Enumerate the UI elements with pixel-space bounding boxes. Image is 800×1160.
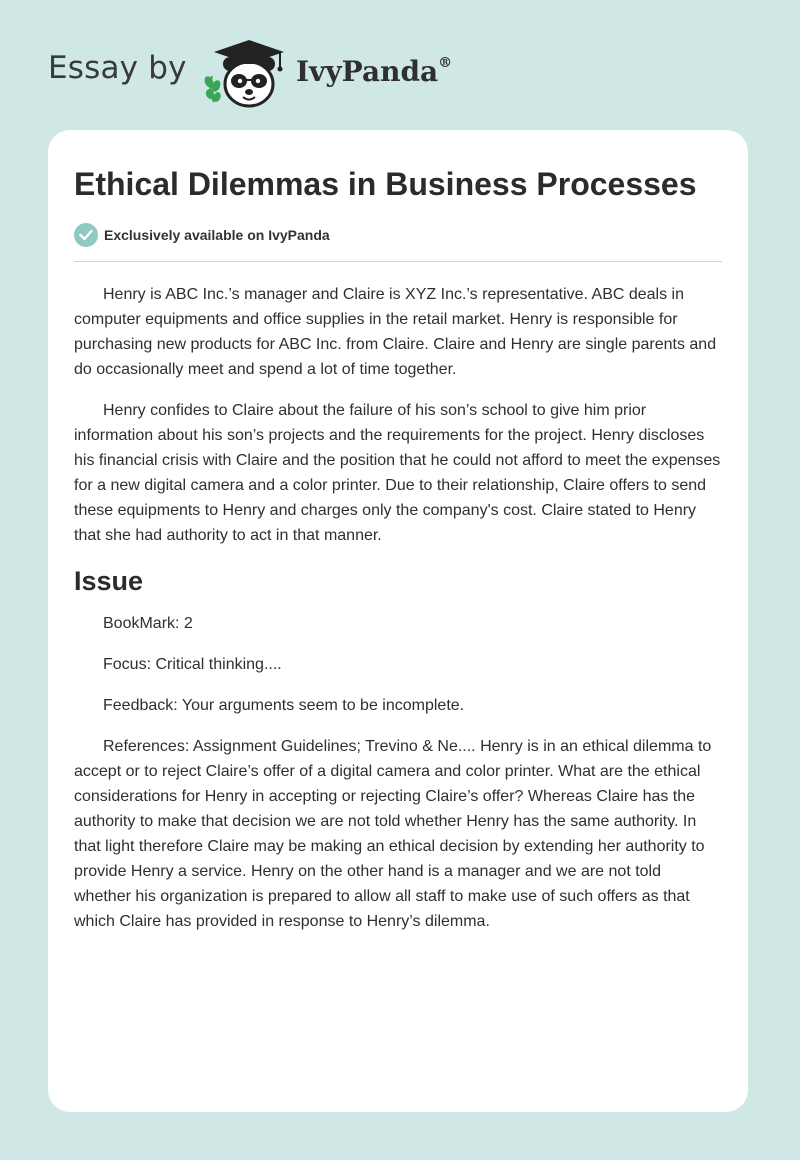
section-heading: Issue xyxy=(74,566,144,596)
exclusive-badge xyxy=(74,222,330,248)
paragraph: Henry is ABC Inc.’s manager and Claire is XYZ Inc.’s representative. ABC deals in computer equipments and office supplies in the retail market. Henry is responsible for purchasing new products for ABC Inc. from Claire. Claire and Henry are single parents and do occasionally meet and spend a lot of time together. xyxy=(74,286,717,378)
paragraph: Henry confides to Claire about the failure of his son’s school to give him prior information about his son’s projects and the requirements for the project. Henry discloses his financial crisis with Claire and the position that he could not afford to meet the expenses for a new digital camera and a color printer. Due to their relationship, Claire offers to send these equipments to Henry and charges only the company's cost. Claire stated to Henry that she had authority to act in that manner. xyxy=(74,402,721,544)
site-header xyxy=(0,0,800,130)
divider xyxy=(74,261,722,262)
panda-graduate-icon[interactable] xyxy=(200,34,296,110)
paragraph: Feedback: Your arguments seem to be incomplete. xyxy=(103,697,465,714)
essay-by-label: Essay by xyxy=(48,50,187,86)
brand-name[interactable]: IvyPanda® xyxy=(296,54,453,88)
paragraph: Focus: Critical thinking.... xyxy=(103,656,282,673)
check-icon xyxy=(74,223,98,247)
paragraph: References: Assignment Guidelines; Trevino & Ne.... Henry is in an ethical dilemma to accept or to reject Claire’s offer of a digital camera and color printer. What are the ethical considerations for Henry in accepting or rejecting Claire’s offer? Whereas Claire has the authority to make that decision we are not told whether Henry has the same authority. In that light therefore Claire may be making an ethical decision by extending her authority to provide Henry a service. Henry on the other hand is a manager and we are not told whether his organization is prepared to allow all staff to make use of such offers as that which Claire has provided in response to Henry’s dilemma. xyxy=(74,738,712,930)
essay-card xyxy=(48,130,748,1112)
essay-body xyxy=(74,282,722,950)
paragraph: BookMark: 2 xyxy=(103,615,193,632)
page-title: Ethical Dilemmas in Business Processes xyxy=(74,166,697,202)
registered-mark: ® xyxy=(438,54,453,71)
badge-label: Exclusively available on IvyPanda xyxy=(104,227,330,243)
